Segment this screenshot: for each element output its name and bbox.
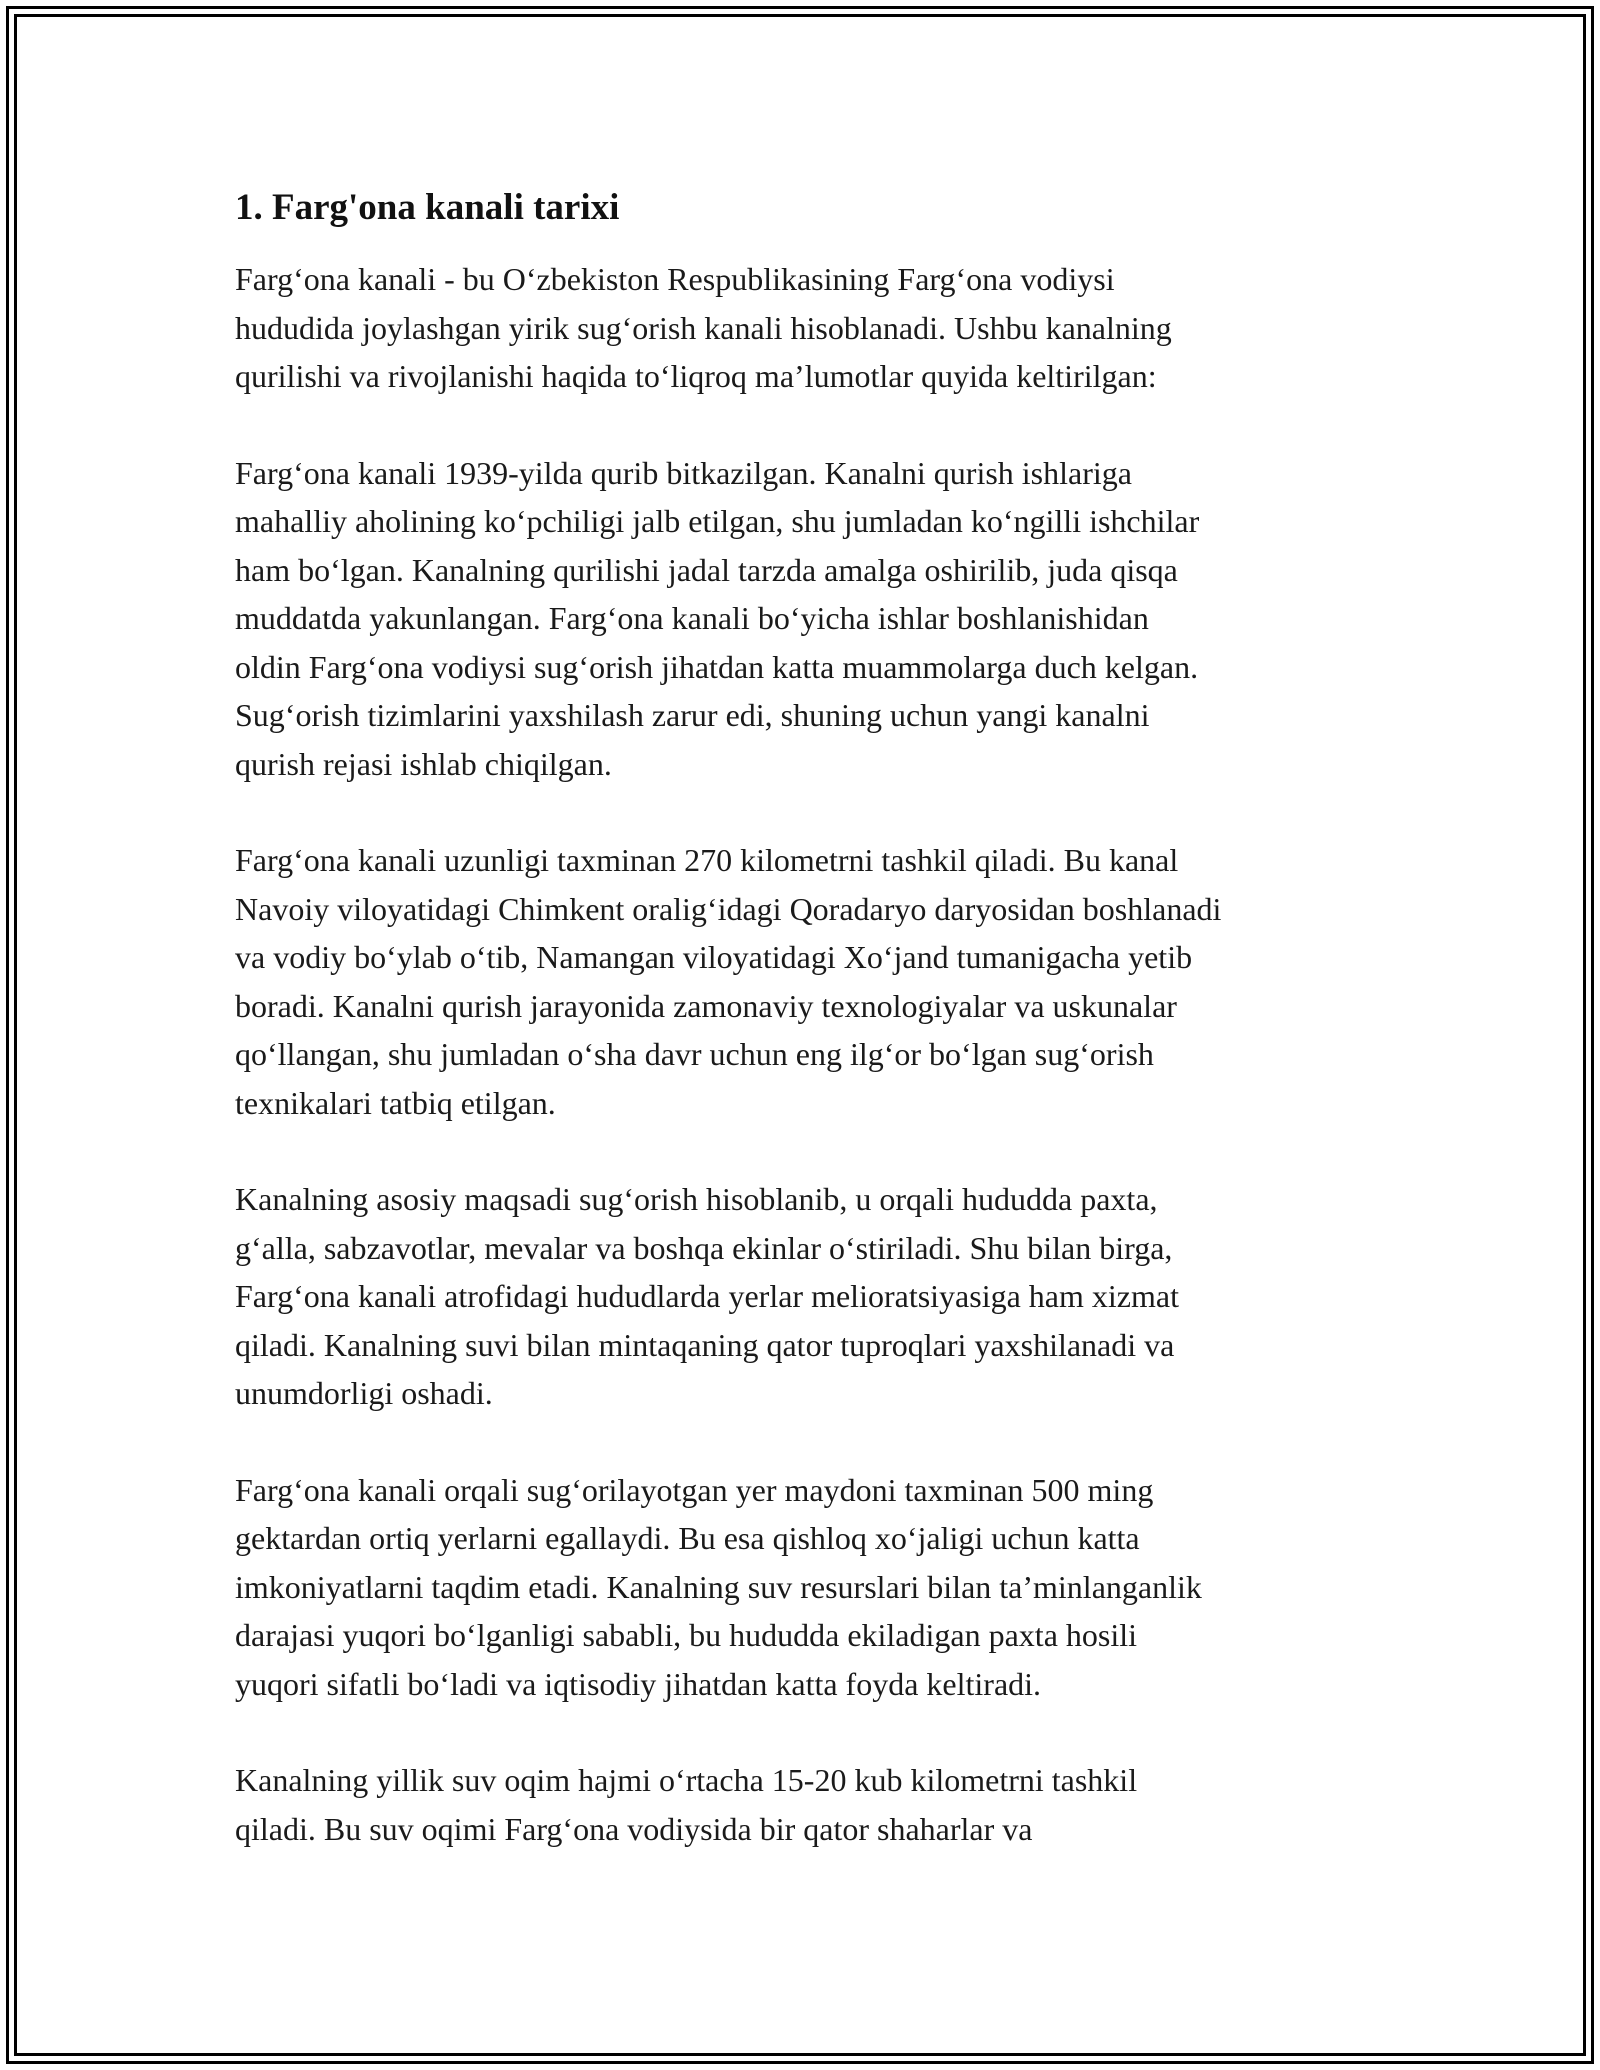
section-heading: 1. Farg'ona kanali tarixi <box>235 187 620 228</box>
text-line: Sug‘orish tizimlarini yaxshilash zarur edi, shuning uchun yangi kanalni <box>235 697 1150 734</box>
text-line: qiladi. Kanalning suvi bilan mintaqaning qator tuproqlari yaxshilanadi va <box>235 1326 1175 1363</box>
text-line: qo‘llangan, shu jumladan o‘sha davr uchun eng ilg‘or bo‘lgan sug‘orish <box>235 1036 1154 1073</box>
text-line: darajasi yuqori bo‘lganligi sababli, bu hududda ekiladigan paxta hosili <box>235 1617 1138 1654</box>
text-line: g‘alla, sabzavotlar, mevalar va boshqa ekinlar o‘stiriladi. Shu bilan birga, <box>235 1229 1173 1266</box>
text-line: Farg‘ona kanali atrofidagi hududlarda yerlar melioratsiyasiga ham xizmat <box>235 1278 1179 1315</box>
text-line: unumdorligi oshadi. <box>235 1375 493 1412</box>
text-line: mahalliy aholining ko‘pchiligi jalb etilgan, shu jumladan ko‘ngilli ishchilar <box>235 503 1200 540</box>
paragraph <box>235 1756 1375 1853</box>
text-line: boradi. Kanalni qurish jarayonida zamonaviy texnologiyalar va uskunalar <box>235 987 1177 1024</box>
text-line: oldin Farg‘ona vodiysi sug‘orish jihatdan katta muammolarga duch kelgan. <box>235 648 1199 685</box>
text-line: Farg‘ona kanali uzunligi taxminan 270 kilometrni tashkil qiladi. Bu kanal <box>235 842 1179 879</box>
text-line: muddatda yakunlangan. Farg‘ona kanali bo‘yicha ishlar boshlanishidan <box>235 600 1149 637</box>
text-line: qiladi. Bu suv oqimi Farg‘ona vodiysida bir qator shaharlar va <box>235 1810 1033 1847</box>
text-line: texnikalari tatbiq etilgan. <box>235 1084 556 1121</box>
text-line: Farg‘ona kanali 1939-yilda qurib bitkazilgan. Kanalni qurish ishlariga <box>235 454 1132 491</box>
text-line: yuqori sifatli bo‘ladi va iqtisodiy jihatdan katta foyda keltiradi. <box>235 1665 1042 1702</box>
text-line: hududida joylashgan yirik sug‘orish kanali hisoblanadi. Ushbu kanalning <box>235 309 1172 346</box>
text-line: Farg‘ona kanali - bu O‘zbekiston Respublikasining Farg‘ona vodiysi <box>235 261 1115 298</box>
text-line: gektardan ortiq yerlarni egallaydi. Bu esa qishloq xo‘jaligi uchun katta <box>235 1520 1140 1557</box>
paragraph <box>235 449 1375 789</box>
text-line: qurish rejasi ishlab chiqilgan. <box>235 745 612 782</box>
text-line: imkoniyatlarni taqdim etadi. Kanalning suv resurslari bilan ta’minlanganlik <box>235 1568 1202 1605</box>
document-body <box>235 186 1375 1901</box>
text-line: Kanalning asosiy maqsadi sug‘orish hisoblanib, u orqali hududda paxta, <box>235 1181 1158 1218</box>
paragraph <box>235 1466 1375 1709</box>
text-line: Navoiy viloyatidagi Chimkent oralig‘idagi Qoradaryo daryosidan boshlanadi <box>235 890 1222 927</box>
paragraph <box>235 836 1375 1127</box>
text-line: Farg‘ona kanali orqali sug‘orilayotgan yer maydoni taxminan 500 ming <box>235 1471 1154 1508</box>
text-line: ham bo‘lgan. Kanalning qurilishi jadal tarzda amalga oshirilib, juda qisqa <box>235 551 1178 588</box>
text-line: Kanalning yillik suv oqim hajmi o‘rtacha 15-20 kub kilometrni tashkil <box>235 1762 1138 1799</box>
paragraph <box>235 1175 1375 1418</box>
text-line: qurilishi va rivojlanishi haqida to‘liqroq ma’lumotlar quyida keltirilgan: <box>235 358 1157 395</box>
paragraph <box>235 255 1375 401</box>
text-line: va vodiy bo‘ylab o‘tib, Namangan viloyatidagi Xo‘jand tumanigacha yetib <box>235 939 1193 976</box>
